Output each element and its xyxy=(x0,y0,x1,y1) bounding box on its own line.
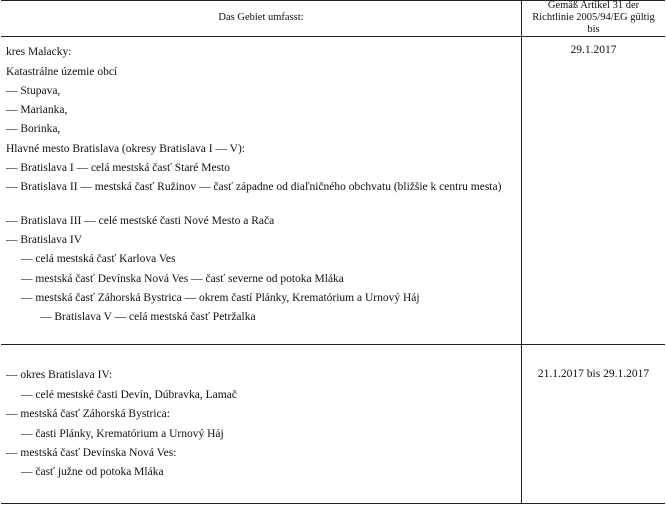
section1-line: — mestská časť Záhorská Bystrica — okrem častí Plánky, Krematórium a Urnový Háj xyxy=(21,292,420,304)
section1-line: — Bratislava II — mestská časť Ružinov — časť západne od diaľničného obchvatu (bližšie k centru mesta) xyxy=(6,181,502,193)
section1-date: 29.1.2017 xyxy=(570,44,617,56)
section1-line: — Borinka, xyxy=(6,123,61,135)
section1-line: — celá mestská časť Karlova Ves xyxy=(21,253,176,265)
section2-line: — mestská časť Devínska Nová Ves: xyxy=(6,447,177,459)
section2-date: 21.1.2017 bis 29.1.2017 xyxy=(537,368,650,380)
section1-line: — Bratislava V — celá mestská časť Petržalka xyxy=(40,311,256,323)
section1-line: — Bratislava III — celé mestské časti Nové Mesto a Rača xyxy=(6,215,275,227)
table-bottom-border xyxy=(1,503,665,504)
section1-line: — Bratislava I — celá mestská časť Staré Mesto xyxy=(6,162,230,174)
section1-line: Katastrálne územie obcí xyxy=(6,66,118,78)
section2-line: — mestská časť Záhorská Bystrica: xyxy=(6,408,170,420)
section1-line: — Stupava, xyxy=(6,85,61,97)
header-area-column: Das Gebiet umfasst: xyxy=(218,12,304,23)
column-divider xyxy=(521,0,522,504)
row-divider xyxy=(1,344,665,345)
section1-line: Hlavné mesto Bratislava (okresy Bratislava I — V): xyxy=(6,143,245,155)
section1-line: — Bratislava IV xyxy=(6,234,83,246)
section2-line: — časti Plánky, Krematórium a Urnový Háj xyxy=(21,428,224,440)
section1-line: — mestská časť Devínska Nová Ves — časť severne od potoka Mláka xyxy=(21,273,344,285)
section2-line: — okres Bratislava IV: xyxy=(6,369,113,381)
section1-line: — Marianka, xyxy=(6,104,68,116)
header-valid-until-column: Gemäß Artikel 31 der Richtlinie 2005/94/EG gültig bis xyxy=(532,0,655,35)
section1-line: kres Malacky: xyxy=(6,46,72,58)
header-bottom-border xyxy=(1,36,665,37)
section2-line: — časť južne od potoka Mláka xyxy=(21,466,164,478)
section2-line: — celé mestské časti Devín, Dúbravka, Lamač xyxy=(21,389,237,401)
